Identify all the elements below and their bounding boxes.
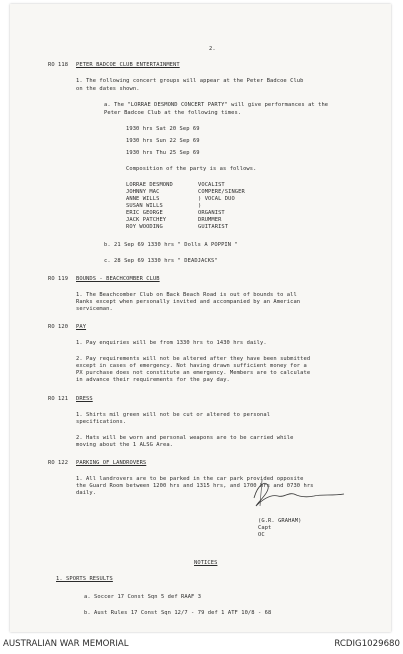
time-entry: 1930 hrs Thu 25 Sep 69 [126, 150, 200, 156]
handwritten-signature [248, 476, 348, 510]
paragraph-line: in advance their requirements for the pay day. [76, 377, 230, 383]
party-name: ROY WOODING [126, 224, 163, 230]
paragraph-line: Ranks except when personally invited and accompanied by an American [76, 299, 301, 305]
notices-heading: NOTICES [194, 560, 218, 566]
archive-footer [0, 634, 403, 654]
section-heading: PARKING OF LANDROVERS [76, 460, 147, 466]
paragraph-line: 1. All landrovers are to be parked in the car park provided opposite [76, 476, 304, 482]
party-role: ORGANIST [198, 210, 225, 216]
signatory-appointment: OC [258, 532, 265, 538]
sports-result: b. Aust Rules 17 Const Sqn 12/7 - 79 def 1 ATF 10/8 - 68 [84, 610, 272, 616]
party-role: COMPERE/SINGER [198, 189, 245, 195]
paragraph-line: b. 21 Sep 69 1330 hrs " Dolls A POPPIN " [104, 242, 238, 248]
signatory-name: (G.R. GRAHAM) [258, 518, 302, 524]
paragraph-line: except in cases of emergency. Not having drawn sufficient money for a [76, 363, 307, 369]
signatory-rank: Capt [258, 525, 272, 531]
paragraph-line: Composition of the party is as follows. [126, 166, 257, 172]
notice-item-heading: 1. SPORTS RESULTS [56, 576, 113, 582]
paragraph-line: PX purchase does not constitute an emergency. Members are to calculate [76, 370, 311, 376]
paragraph-line: 1. Pay enquiries will be from 1330 hrs to 1430 hrs daily. [76, 340, 267, 346]
party-role: GUITARIST [198, 224, 229, 230]
section-number: RO 121 [48, 396, 69, 402]
party-role: VOCALIST [198, 182, 225, 188]
document-page [10, 4, 391, 632]
paragraph-line: 1. The following concert groups will appear at the Peter Badcoe Club [76, 78, 304, 84]
section-heading: PAY [76, 324, 87, 330]
section-heading: PETER BADCOE CLUB ENTERTAINMENT [76, 62, 180, 68]
paragraph-line: on the dates shown. [76, 86, 140, 92]
section-heading: BOUNDS - BEACHCOMBER CLUB [76, 276, 160, 282]
section-number: RO 118 [48, 62, 69, 68]
paragraph-line: 2. Hats will be worn and personal weapons are to be carried while [76, 435, 294, 441]
paragraph-line: the Guard Room between 1200 hrs and 1315 hrs, and 1700 hrs and 0730 hrs [76, 483, 314, 489]
party-role: ) [198, 203, 202, 209]
party-name: ANNE WILLS [126, 196, 160, 202]
party-role: DRUMMER [198, 217, 222, 223]
party-name: SUSAN WILLS [126, 203, 163, 209]
party-name: JOHNNY MAC [126, 189, 160, 195]
page-number: 2. [209, 46, 216, 52]
paragraph-line: Peter Badcoe Club at the following times. [104, 110, 242, 116]
paragraph-line: 2. Pay requirements will not be altered after they have been submitted [76, 356, 311, 362]
paragraph-line: c. 28 Sep 69 1330 hrs " DEADJACKS" [104, 258, 218, 264]
paragraph-line: 1. The Beachcomber Club on Back Beach Road is out of bounds to all [76, 292, 297, 298]
paragraph-line: specifications. [76, 419, 127, 425]
party-name: JACK PATCHEY [126, 217, 167, 223]
paragraph-line: moving about the 1 ALSG Area. [76, 442, 174, 448]
sports-result: a. Soccer 17 Const Sqn 5 def RAAF 3 [84, 594, 202, 600]
section-number: RO 119 [48, 276, 69, 282]
party-name: ERIC GEORGE [126, 210, 163, 216]
party-role: ) VOCAL DUO [198, 196, 235, 202]
party-name: LORRAE DESMOND [126, 182, 173, 188]
paragraph-line: daily. [76, 490, 97, 496]
archive-name: AUSTRALIAN WAR MEMORIAL [3, 639, 129, 649]
record-id: RCDIG1029680 [334, 639, 400, 649]
time-entry: 1930 hrs Sat 20 Sep 69 [126, 126, 200, 132]
section-heading: DRESS [76, 396, 93, 402]
paragraph-line: a. The "LORRAE DESMOND CONCERT PARTY" will give performances at the [104, 102, 329, 108]
section-number: RO 120 [48, 324, 69, 330]
paragraph-line: serviceman. [76, 306, 113, 312]
time-entry: 1930 hrs Sun 22 Sep 69 [126, 138, 200, 144]
paragraph-line: 1. Shirts mil green will not be cut or altered to personal [76, 412, 271, 418]
section-number: RO 122 [48, 460, 69, 466]
